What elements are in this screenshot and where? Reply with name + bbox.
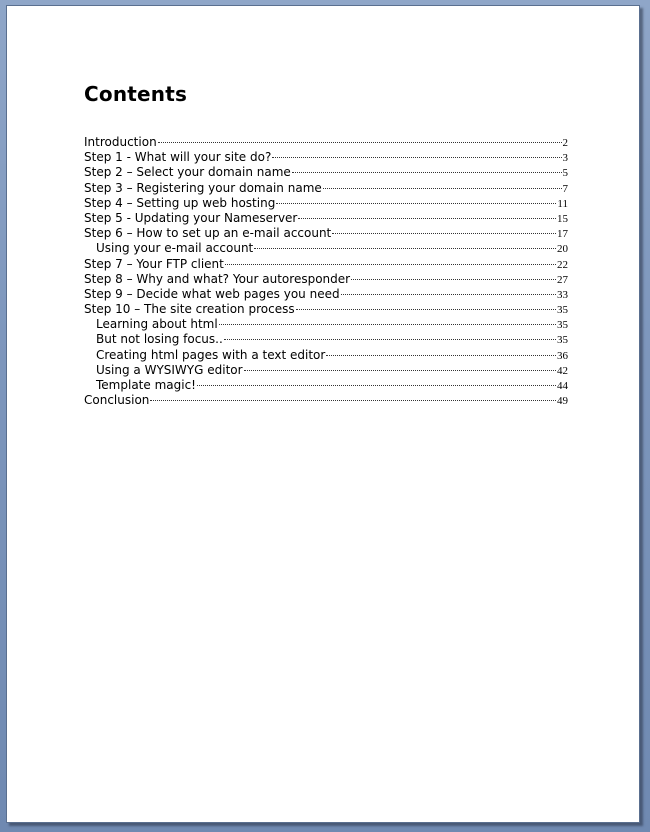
toc-page-number: 27: [557, 273, 568, 286]
toc-dot-leader: [219, 324, 556, 325]
toc-entry[interactable]: [84, 181, 568, 196]
toc-entry[interactable]: [84, 378, 568, 393]
toc-page-number: 33: [557, 288, 568, 301]
document-page: [6, 5, 640, 823]
toc-page-number: 49: [557, 395, 568, 408]
toc-page-number: 35: [557, 304, 568, 317]
toc-page-number: 35: [557, 334, 568, 347]
page-title: Contents: [84, 82, 188, 106]
toc-entry-title: Step 2 – Select your domain name: [84, 165, 291, 180]
toc-dot-leader: [351, 279, 556, 280]
toc-dot-leader: [296, 309, 556, 310]
toc-entry-title: Using a WYSIWYG editor: [96, 362, 243, 377]
toc-entry-title: Step 5 - Updating your Nameserver: [84, 210, 298, 225]
toc-entry-title: Step 7 – Your FTP client: [84, 256, 224, 271]
toc-entry[interactable]: [84, 241, 568, 256]
toc-entry[interactable]: [84, 135, 568, 150]
toc-dot-leader: [225, 264, 556, 265]
toc-entry-title: Step 8 – Why and what? Your autoresponder: [84, 271, 351, 286]
toc-dot-leader: [292, 172, 562, 173]
toc-dot-leader: [298, 218, 556, 219]
toc-entry-title: Step 10 – The site creation process: [84, 302, 295, 317]
toc-page-number: 22: [557, 258, 568, 271]
toc-dot-leader: [244, 370, 556, 371]
toc-page-number: 15: [557, 212, 568, 225]
toc-entry[interactable]: [84, 363, 568, 378]
toc-entry-title: Learning about html: [96, 317, 218, 332]
toc-page-number: 35: [557, 319, 568, 332]
toc-entry-title: Creating html pages with a text editor: [96, 347, 326, 362]
toc-entry[interactable]: [84, 165, 568, 180]
toc-entry[interactable]: [84, 287, 568, 302]
toc-dot-leader: [323, 188, 562, 189]
toc-page-number: 5: [562, 167, 568, 180]
toc-entry[interactable]: [84, 226, 568, 241]
toc-page-number: 2: [562, 137, 568, 149]
toc-dot-leader: [150, 400, 556, 401]
toc-entry[interactable]: [84, 302, 568, 317]
toc-entry-title: Step 4 – Setting up web hosting: [84, 195, 276, 210]
toc-page-number: 11: [557, 197, 568, 210]
toc-entry[interactable]: [84, 257, 568, 272]
toc-entry[interactable]: [84, 393, 568, 408]
toc-entry-title: Step 6 – How to set up an e-mail account: [84, 226, 332, 241]
toc-entry-title: Conclusion: [84, 393, 150, 408]
toc-page-number: 3: [562, 152, 568, 165]
toc-dot-leader: [158, 142, 562, 143]
toc-dot-leader: [197, 385, 556, 386]
toc-page-number: 44: [557, 380, 568, 392]
toc-entry[interactable]: [84, 211, 568, 226]
toc-entry[interactable]: [84, 196, 568, 211]
toc-entry-title: Introduction: [84, 135, 157, 149]
toc-dot-leader: [341, 294, 556, 295]
toc-page-number: 36: [557, 349, 568, 362]
toc-entry-title: But not losing focus..: [96, 332, 223, 347]
toc-entry-title: Using your e-mail account: [96, 241, 254, 256]
toc-dot-leader: [254, 248, 556, 249]
toc-entry-title: Step 1 - What will your site do?: [84, 150, 272, 165]
toc-entry-title: Template magic!: [96, 378, 196, 392]
toc-entry[interactable]: [84, 317, 568, 332]
toc-entry[interactable]: [84, 332, 568, 347]
toc-dot-leader: [332, 233, 556, 234]
toc-entry[interactable]: [84, 150, 568, 165]
toc-entry-title: Step 9 – Decide what web pages you need: [84, 286, 340, 301]
toc-page-number: 20: [557, 243, 568, 256]
toc-dot-leader: [272, 157, 561, 158]
toc-page-number: 42: [557, 364, 568, 377]
toc-dot-leader: [276, 203, 556, 204]
toc-dot-leader: [224, 339, 556, 340]
toc-entry[interactable]: [84, 348, 568, 363]
table-of-contents: [84, 135, 568, 408]
toc-page-number: 17: [557, 228, 568, 241]
toc-dot-leader: [326, 355, 556, 356]
toc-page-number: 7: [562, 182, 568, 195]
toc-entry[interactable]: [84, 272, 568, 287]
toc-entry-title: Step 3 – Registering your domain name: [84, 180, 322, 195]
